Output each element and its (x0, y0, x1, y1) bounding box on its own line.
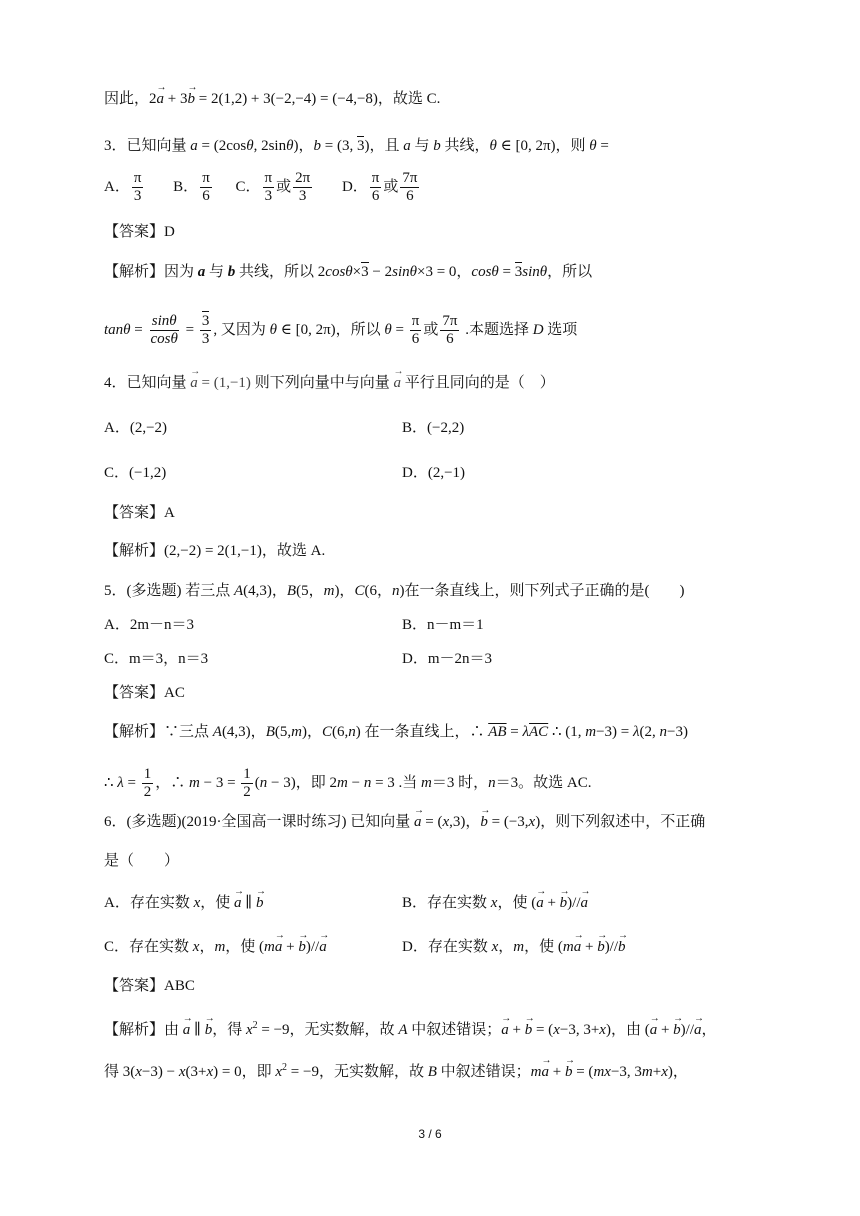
answer-6: 【答案】ABC (104, 978, 195, 994)
option-6C: C．存在实数 x，m，使 (m→ a + → b)//→ a (104, 937, 327, 957)
option-5B: B．n－m＝1 (402, 617, 484, 633)
question-3-options: A． $\frac{\pi}{3}$ B． $\frac{\pi}{6}$ C． $\frac{\pi}{3}$ 或 $\frac{2\pi}{3}$ D． $\frac{\pi}{6}$ 或 $\frac{7\pi}{6}$ (104, 170, 418, 204)
answer-3: 【答案】D (104, 224, 175, 240)
option-6B: B．存在实数 x，使 (→ a + → b)//→ a (402, 893, 588, 913)
question-4: 4．已知向量 → a = (1,−1) 则下列向量中与向量 → a 平行且同向的是（ ） (104, 373, 555, 393)
question-5: 5．(多选题) 若三点 A(4,3)，B(5，m)，C(6，n)在一条直线上，则下列式子正确的是( ) (104, 583, 685, 599)
explanation-3-line2: tanθ = $\frac{\sin\theta}{\cos\theta}$ = $\frac{3}{3}$ , 又因为 θ ∈ [0, 2π)，所以 θ = $\frac{\pi}{6}$ 或 $\frac{7\pi}{6}$ .本题选择 D 选项 (104, 313, 578, 347)
option-5A: A．2m－n＝3 (104, 617, 195, 633)
option-5C: C．m＝3，n＝3 (104, 651, 209, 667)
question-6-line1: 6．(多选题)(2019·全国高一课时练习) 已知向量 → a = (x,3)，→ b = (−3,x)，则下列叙述中，不正确 (104, 812, 705, 832)
option-6A: A．存在实数 x，使 → a ∥ → b (104, 893, 263, 913)
option-4A: A．(2,−2) (104, 420, 168, 436)
text-line (104, 89, 440, 109)
page-number: 3 / 6 (418, 1127, 442, 1141)
explanation-4: 【解析】(2,−2) = 2(1,−1)，故选 A. (104, 543, 326, 559)
explanation-6-line2: 得 3(x−3) − x(3+x) = 0，即 $x^2 = -9$，无实数解，故 B 中叙述错误；m→ a + → b = (mx−3, 3m+x)， (104, 1058, 688, 1082)
math-text-lead: 因此，2→ a + 3→ b = 2(1,2) + 3(−2,−4) = (−4,−8)，故选 C. (104, 91, 440, 107)
option-4B: B．(−2,2) (402, 420, 465, 436)
question-6-line2: 是（ ） (104, 853, 180, 869)
option-4C: C．(−1,2) (104, 465, 167, 481)
question-3: 3．已知向量 a = (2cosθ, 2sinθ)，b = (3, 3)，且 a 与 b 共线，θ ∈ [0, 2π)，则 θ = (104, 138, 609, 154)
option-4D: D．(2,−1) (402, 465, 466, 481)
answer-5: 【答案】AC (104, 685, 185, 701)
answer-4: 【答案】A (104, 505, 175, 521)
explanation-6-line1: 【解析】由 → a ∥ → b，得 $x^2 = -9$，无实数解，故 A 中叙述错误；→ a + → b = (x−3, 3+x)，由 (→ a + → b)//→ a， (104, 1016, 717, 1040)
explanation-3-line1: 【解析】因为 a 与 b 共线，所以 2cosθ×3 − 2sinθ×3 = 0，cosθ = 3sinθ，所以 (104, 264, 593, 280)
explanation-5-line1: 【解析】∵三点 A(4,3)，B(5,m)，C(6,n) 在一条直线上，∴ $\overline{AB} = \lambda\overline{AC}$ ∴ (1, m−3) = λ(2, n−3) (104, 724, 688, 740)
explanation-5-line2: ∴ λ = $\frac{1}{2}$ ，∴ m − 3 = $\frac{1}{2}$ (n − 3)，即 2m − n = 3 .当 m＝3 时，n＝3。故选 AC. (104, 766, 592, 800)
option-6D: D．存在实数 x，m，使 (m→ a + → b)//→ b (402, 937, 626, 957)
option-5D: D．m－2n＝3 (402, 651, 493, 667)
